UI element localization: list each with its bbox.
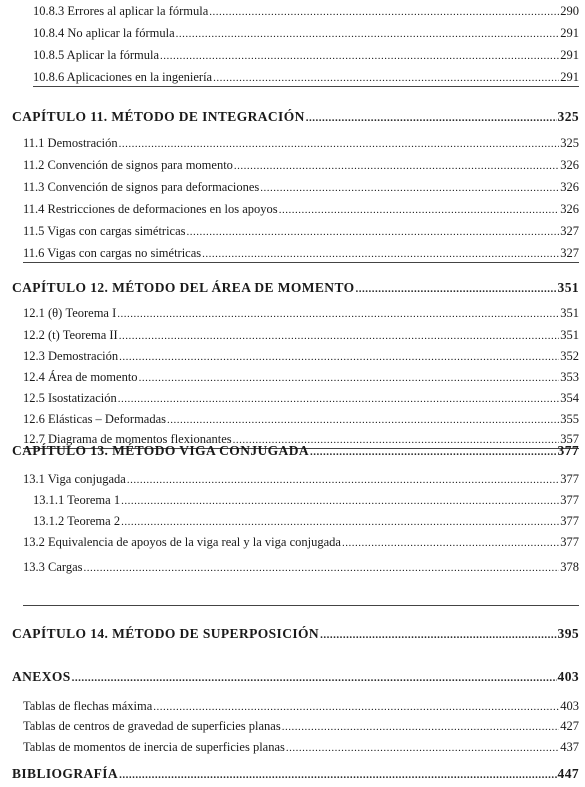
- toc-entry-page: 325: [560, 136, 579, 150]
- toc-entry-page: 353: [560, 370, 579, 384]
- toc-entry: [23, 244, 579, 262]
- dot-leader: [119, 327, 560, 345]
- toc-entry-label: 13.1.1 Teorema 1: [33, 493, 121, 507]
- dot-leader: [160, 47, 559, 65]
- dot-leader: [213, 69, 559, 87]
- toc-chapter-page: 447: [557, 766, 579, 781]
- toc-chapter-heading: [12, 667, 579, 687]
- toc-entry-label: 10.8.5 Aplicar la fórmula: [33, 48, 160, 62]
- toc-entry-page: 355: [560, 412, 579, 426]
- toc-chapter-page: 377: [557, 443, 579, 458]
- toc-entry-label: 11.5 Vigas con cargas simétricas: [23, 224, 186, 238]
- toc-chapter-heading: [12, 107, 579, 127]
- dot-leader: [286, 739, 559, 757]
- dot-leader: [121, 513, 559, 531]
- toc-entry-page: 291: [560, 70, 579, 84]
- toc-entry-label: 11.6 Vigas con cargas no simétricas: [23, 246, 202, 260]
- toc-entry-page: 403: [560, 699, 579, 713]
- toc-chapter-heading: [12, 278, 579, 298]
- toc-entry-label: Tablas de momentos de inercia de superficies planas: [23, 740, 285, 754]
- toc-chapter-label: ANEXOS: [12, 669, 71, 684]
- toc-entry: [23, 178, 579, 196]
- toc-chapter-page: 403: [557, 669, 579, 684]
- dot-leader: [202, 245, 559, 263]
- dot-leader: [310, 442, 557, 462]
- toc-chapter-label: CAPÍTULO 12. MÉTODO DEL ÁREA DE MOMENTO: [12, 280, 355, 295]
- dot-leader: [118, 390, 560, 408]
- toc-entry: [23, 558, 579, 576]
- toc-chapter-heading: [12, 624, 579, 644]
- toc-entry-label: 12.7 Diagrama de momentos flexionantes: [23, 432, 232, 446]
- toc-chapter-heading: [12, 764, 579, 784]
- toc-entry: [23, 410, 579, 428]
- toc-entry-label: 13.1.2 Teorema 2: [33, 514, 121, 528]
- toc-entry: [23, 222, 579, 240]
- dot-leader: [279, 201, 560, 219]
- dot-leader: [84, 559, 560, 577]
- dot-leader: [176, 25, 560, 43]
- toc-entry: [33, 512, 579, 530]
- toc-entry-page: 327: [560, 224, 579, 238]
- section-divider: [23, 605, 579, 606]
- dot-leader: [121, 492, 559, 510]
- toc-entry-label: 10.8.3 Errores al aplicar la fórmula: [33, 4, 209, 18]
- dot-leader: [234, 157, 559, 175]
- dot-leader: [282, 718, 560, 736]
- toc-entry: [23, 738, 579, 756]
- dot-leader: [320, 625, 556, 645]
- toc-entry-page: 351: [560, 306, 579, 320]
- dot-leader: [260, 179, 559, 197]
- toc-entry-page: 377: [560, 493, 579, 507]
- toc-entry: [33, 68, 579, 86]
- toc-entry-page: 377: [560, 472, 579, 486]
- toc-entry-label: 12.1 (θ) Teorema I: [23, 306, 117, 320]
- toc-entry-page: 378: [560, 560, 579, 574]
- toc-entry: [23, 326, 579, 344]
- toc-entry-label: 13.2 Equivalencia de apoyos de la viga real y la viga conjugada: [23, 535, 341, 549]
- toc-entry-label: 13.3 Cargas: [23, 560, 83, 574]
- toc-chapter-label: CAPÍTULO 14. MÉTODO DE SUPERPOSICIÓN: [12, 626, 320, 641]
- toc-entry-page: 427: [560, 719, 579, 733]
- toc-entry: [33, 24, 579, 42]
- toc-entry-label: 10.8.4 No aplicar la fórmula: [33, 26, 175, 40]
- toc-entry: [33, 46, 579, 64]
- toc-entry-label: 11.2 Convención de signos para momento: [23, 158, 233, 172]
- toc-entry: [23, 389, 579, 407]
- toc-entry-page: 377: [560, 535, 579, 549]
- toc-entry-label: 13.1 Viga conjugada: [23, 472, 126, 486]
- toc-entry: [23, 304, 579, 322]
- toc-entry-label: Tablas de flechas máxima: [23, 699, 153, 713]
- toc-entry-label: 10.8.6 Aplicaciones en la ingeniería: [33, 70, 213, 84]
- dot-leader: [306, 108, 557, 128]
- dot-leader: [72, 668, 557, 688]
- toc-entry: [23, 156, 579, 174]
- toc-chapter-page: 325: [557, 109, 579, 124]
- toc-entry: [23, 200, 579, 218]
- dot-leader: [356, 279, 557, 299]
- toc-entry-page: 326: [560, 180, 579, 194]
- section-divider: [33, 86, 579, 87]
- dot-leader: [153, 698, 559, 716]
- section-divider: [23, 262, 579, 263]
- toc-entry: [23, 697, 579, 715]
- toc-entry: [33, 2, 579, 20]
- dot-leader: [119, 135, 560, 153]
- toc-entry: [23, 533, 579, 551]
- dot-leader: [342, 534, 559, 552]
- toc-entry: [23, 470, 579, 488]
- toc-entry-label: 12.5 Isostatización: [23, 391, 117, 405]
- toc-chapter-page: 351: [557, 280, 579, 295]
- toc-chapter-label: CAPÍTULO 11. MÉTODO DE INTEGRACIÓN: [12, 109, 305, 124]
- toc-entry-page: 437: [560, 740, 579, 754]
- toc-entry-label: 12.3 Demostración: [23, 349, 119, 363]
- toc-chapter-heading: [12, 441, 579, 461]
- toc-entry-page: 354: [560, 391, 579, 405]
- toc-entry-page: 326: [560, 202, 579, 216]
- toc-entry-label: 11.4 Restricciones de deformaciones en los apoyos: [23, 202, 278, 216]
- dot-leader: [127, 471, 559, 489]
- toc-chapter-page: 395: [557, 626, 579, 641]
- toc-entry-page: 326: [560, 158, 579, 172]
- toc-entry-page: 352: [560, 349, 579, 363]
- toc-entry-page: 351: [560, 328, 579, 342]
- toc-entry-page: 327: [560, 246, 579, 260]
- dot-leader: [119, 765, 556, 785]
- toc-entry: [33, 491, 579, 509]
- toc-entry: [23, 134, 579, 152]
- dot-leader: [209, 3, 559, 21]
- toc-chapter-label: CAPÍTULO 13. MÉTODO VIGA CONJUGADA: [12, 443, 310, 458]
- toc-entry: [23, 347, 579, 365]
- toc-entry-label: 12.6 Elásticas – Deformadas: [23, 412, 167, 426]
- dot-leader: [187, 223, 560, 241]
- toc-entry-label: 11.3 Convención de signos para deformaciones: [23, 180, 260, 194]
- toc-entry-label: Tablas de centros de gravedad de superficies planas: [23, 719, 281, 733]
- toc-entry-page: 290: [560, 4, 579, 18]
- toc-entry-page: 357: [560, 432, 579, 446]
- toc-entry: [23, 368, 579, 386]
- toc-entry-page: 377: [560, 514, 579, 528]
- toc-entry-label: 12.4 Área de momento: [23, 370, 138, 384]
- toc-chapter-label: BIBLIOGRAFÍA: [12, 766, 119, 781]
- toc-entry-label: 12.2 (t) Teorema II: [23, 328, 118, 342]
- toc-entry: [23, 717, 579, 735]
- dot-leader: [139, 369, 560, 387]
- toc-entry-page: 291: [560, 48, 579, 62]
- dot-leader: [117, 305, 559, 323]
- toc-entry-page: 291: [560, 26, 579, 40]
- dot-leader: [167, 411, 559, 429]
- toc-entry-label: 11.1 Demostración: [23, 136, 118, 150]
- dot-leader: [119, 348, 559, 366]
